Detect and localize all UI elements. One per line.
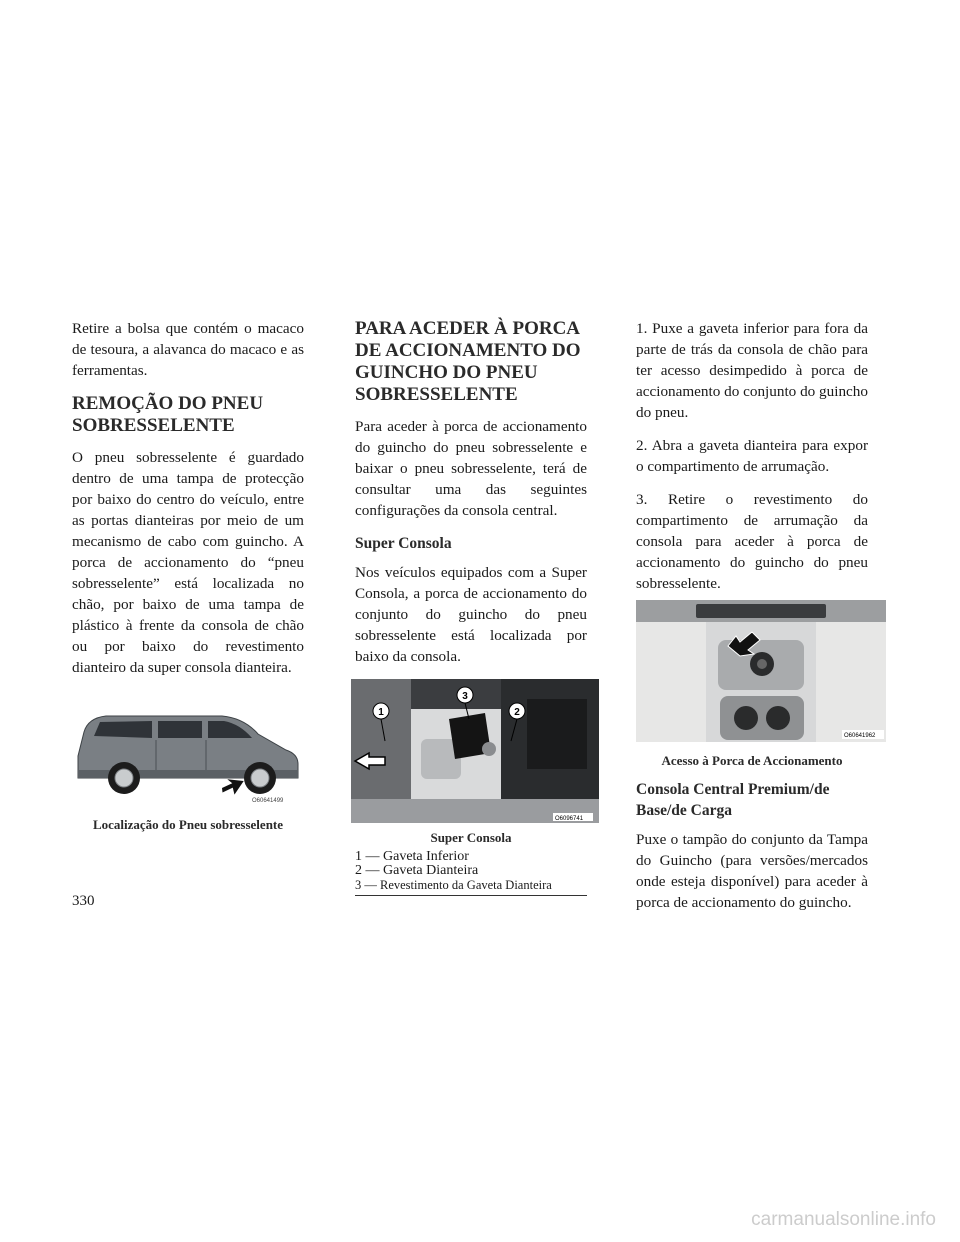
subheading-premium-console: Consola Central Premium/de Base/de Carga — [636, 781, 830, 819]
figure-super-console — [355, 679, 587, 896]
legend-item-3: 3 — Revestimento da Gaveta Dianteira — [355, 878, 552, 892]
subheading-super-console: Super Consola — [355, 535, 452, 552]
section-heading-spare-removal: REMOÇÃO DO PNEU SOBRESSELENTE — [72, 393, 264, 436]
figure-spare-location — [72, 704, 304, 833]
figure-code-3: O60641962 — [844, 733, 876, 739]
figure-legend — [355, 850, 587, 896]
super-console-photo — [351, 679, 599, 823]
figure-code-1: O60641499 — [252, 798, 284, 804]
watermark: carmanualsonline.info — [751, 1209, 936, 1230]
figure-caption-super-console: Super Consola — [430, 830, 512, 845]
column-middle — [355, 318, 587, 896]
page-number: 330 — [72, 893, 95, 909]
legend-item-1: 1 — Gaveta Inferior — [355, 849, 469, 864]
figure-caption-nut-access: Acesso à Porca de Accionamento — [661, 753, 843, 768]
premium-console-paragraph: Puxe o tampão do conjunto da Tampa do Guincho (para versões/mercados onde esteja disponível) para aceder à porca de accionamento do guincho. — [636, 831, 868, 911]
access-intro-paragraph: Para aceder à porca de accionamento do guincho do pneu sobresselente e baixar o pneu sobresselente, terá de consultar uma das seguintes configurações da consola central. — [355, 418, 587, 519]
callout-2: 2 — [514, 707, 520, 718]
legend-item-2: 2 — Gaveta Dianteira — [355, 863, 479, 878]
callout-3: 3 — [462, 691, 468, 702]
column-right — [636, 318, 876, 925]
step-1: 1. Puxe a gaveta inferior para fora da parte de trás da consola de chão para ter acesso desimpedido à porca de accionamento do conjunto do guincho do pneu. — [636, 320, 868, 421]
step-3: 3. Retire o revestimento do compartimento de arrumação da consola para aceder à porca de accionamento do guincho do pneu sobresselente. — [636, 491, 868, 592]
intro-paragraph: Retire a bolsa que contém o macaco de tesoura, a alavanca do macaco e as ferramentas. — [72, 320, 304, 379]
figure-code-2: O6096741 — [555, 816, 584, 822]
callout-1: 1 — [378, 707, 384, 718]
minivan-illustration — [72, 704, 304, 806]
super-console-paragraph: Nos veículos equipados com a Super Consola, a porca de accionamento do conjunto do guincho do pneu sobresselente está localizada por baixo da consola. — [355, 564, 587, 665]
nut-access-photo — [636, 600, 886, 742]
step-2: 2. Abra a gaveta dianteira para expor o compartimento de arrumação. — [636, 437, 868, 475]
spare-removal-paragraph: O pneu sobresselente é guardado dentro de uma tampa de protecção por baixo do centro do veículo, entre as portas dianteiras por meio de um mecanismo de cabo com guincho. A porca de accionamento do “pneu sobresselente” está localizada no chão, por baixo de uma tampa de plástico à frente da consola de chão ou por baixo do revestimento dianteiro da super consola dianteira. — [72, 449, 304, 676]
section-heading-access-nut: PARA ACEDER À PORCA DE ACCIONAMENTO DO GUINCHO DO PNEU SOBRESSELENTE — [355, 318, 581, 405]
figure-caption-spare-location: Localização do Pneu sobresselente — [92, 817, 284, 832]
figure-nut-access — [636, 600, 876, 769]
column-left — [72, 318, 304, 833]
